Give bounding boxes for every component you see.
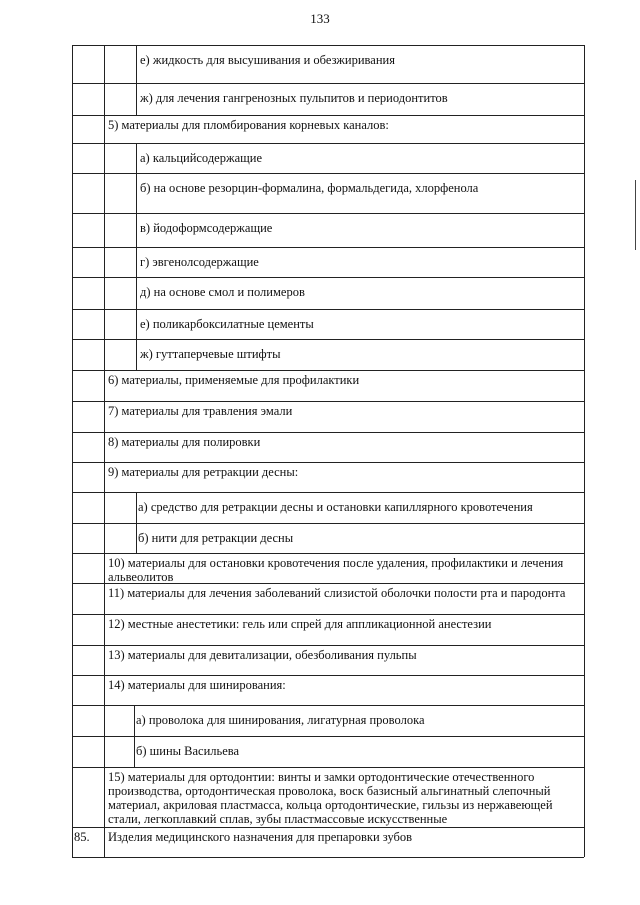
row-text: е) жидкость для высушивания и обезжиривания <box>140 53 395 67</box>
row-text: 7) материалы для травления эмали <box>108 404 293 418</box>
row-divider <box>72 736 584 737</box>
row-divider <box>72 83 584 84</box>
row-text: в) йодоформсодержащие <box>140 221 273 235</box>
row-text: б) шины Васильева <box>136 744 240 758</box>
sub-item-divider <box>136 213 137 247</box>
sub-item-divider <box>136 83 137 115</box>
row-text: а) средство для ретракции десны и остановки капиллярного кровотечения <box>138 500 533 514</box>
row-text: 9) материалы для ретракции десны: <box>108 465 299 479</box>
row-divider <box>72 247 584 248</box>
row-text: е) поликарбоксилатные цементы <box>140 317 314 331</box>
row-text: 15) материалы для ортодонтии: винты и замки ортодонтические отечественного производства, ортодонтическая проволока, воск базисный альгинатный слепочный материал, акриловая пластмасса, кольца ортодонтические, гильзы из нержавеющей стали, легкоплавкий сплав, зубы пластмассовые искусственные <box>108 770 553 826</box>
row-text: 12) местные анестетики: гель или спрей для аппликационной анестезии <box>108 617 492 631</box>
row-text: 6) материалы, применяемые для профилактики <box>108 373 360 387</box>
row-text: 14) материалы для шинирования: <box>108 678 286 692</box>
row-divider <box>72 675 584 676</box>
row-divider <box>72 432 584 433</box>
row-number: 85. <box>74 830 90 844</box>
row-text: 10) материалы для остановки кровотечения после удаления, профилактики и лечения альвеолитов <box>108 556 564 584</box>
row-divider <box>72 309 584 310</box>
sub-item-divider <box>134 705 135 736</box>
sub-item-divider <box>136 143 137 173</box>
row-text: а) проволока для шинирования, лигатурная проволока <box>136 713 425 727</box>
row-text: 8) материалы для полировки <box>108 435 261 449</box>
row-divider <box>72 401 584 402</box>
row-text: д) на основе смол и полимеров <box>140 285 305 299</box>
sub-item-divider <box>136 492 137 523</box>
row-divider <box>72 115 584 116</box>
row-text: б) на основе резорцин-формалина, формальдегида, хлорфенола <box>140 181 479 195</box>
row-divider <box>72 614 584 615</box>
row-text: б) нити для ретракции десны <box>138 531 294 545</box>
scan-edge-mark <box>635 180 636 250</box>
row-divider <box>72 339 584 340</box>
row-text: ж) гуттаперчевые штифты <box>140 347 281 361</box>
row-divider <box>72 705 584 706</box>
row-text: ж) для лечения гангренозных пульпитов и периодонтитов <box>140 91 448 105</box>
row-divider <box>72 523 584 524</box>
row-text: 13) материалы для девитализации, обезболивания пульпы <box>108 648 417 662</box>
row-divider <box>72 370 584 371</box>
sub-item-divider <box>136 173 137 213</box>
row-divider <box>72 277 584 278</box>
table-top-border <box>72 45 584 46</box>
row-divider <box>72 553 584 554</box>
row-divider <box>72 767 584 768</box>
page-number: 133 <box>310 11 330 26</box>
sub-item-divider <box>136 523 137 553</box>
row-text: 5) материалы для пломбирования корневых каналов: <box>108 118 389 132</box>
row-divider <box>72 492 584 493</box>
row-divider <box>72 645 584 646</box>
row-text: 11) материалы для лечения заболеваний слизистой оболочки полости рта и пародонта <box>108 586 566 600</box>
sub-item-divider <box>136 247 137 277</box>
row-divider <box>72 857 584 858</box>
row-text: Изделия медицинского назначения для препаровки зубов <box>108 830 413 844</box>
sub-item-divider <box>136 339 137 370</box>
row-divider <box>72 143 584 144</box>
sub-item-divider <box>136 277 137 309</box>
row-divider <box>72 173 584 174</box>
table-border-right <box>584 45 585 857</box>
row-divider <box>72 462 584 463</box>
row-divider <box>72 213 584 214</box>
sub-item-divider <box>136 45 137 83</box>
sub-item-divider <box>136 309 137 339</box>
sub-item-divider <box>134 736 135 767</box>
row-text: г) эвгенолсодержащие <box>140 255 259 269</box>
row-divider <box>72 827 584 828</box>
row-text: а) кальцийсодержащие <box>140 151 263 165</box>
